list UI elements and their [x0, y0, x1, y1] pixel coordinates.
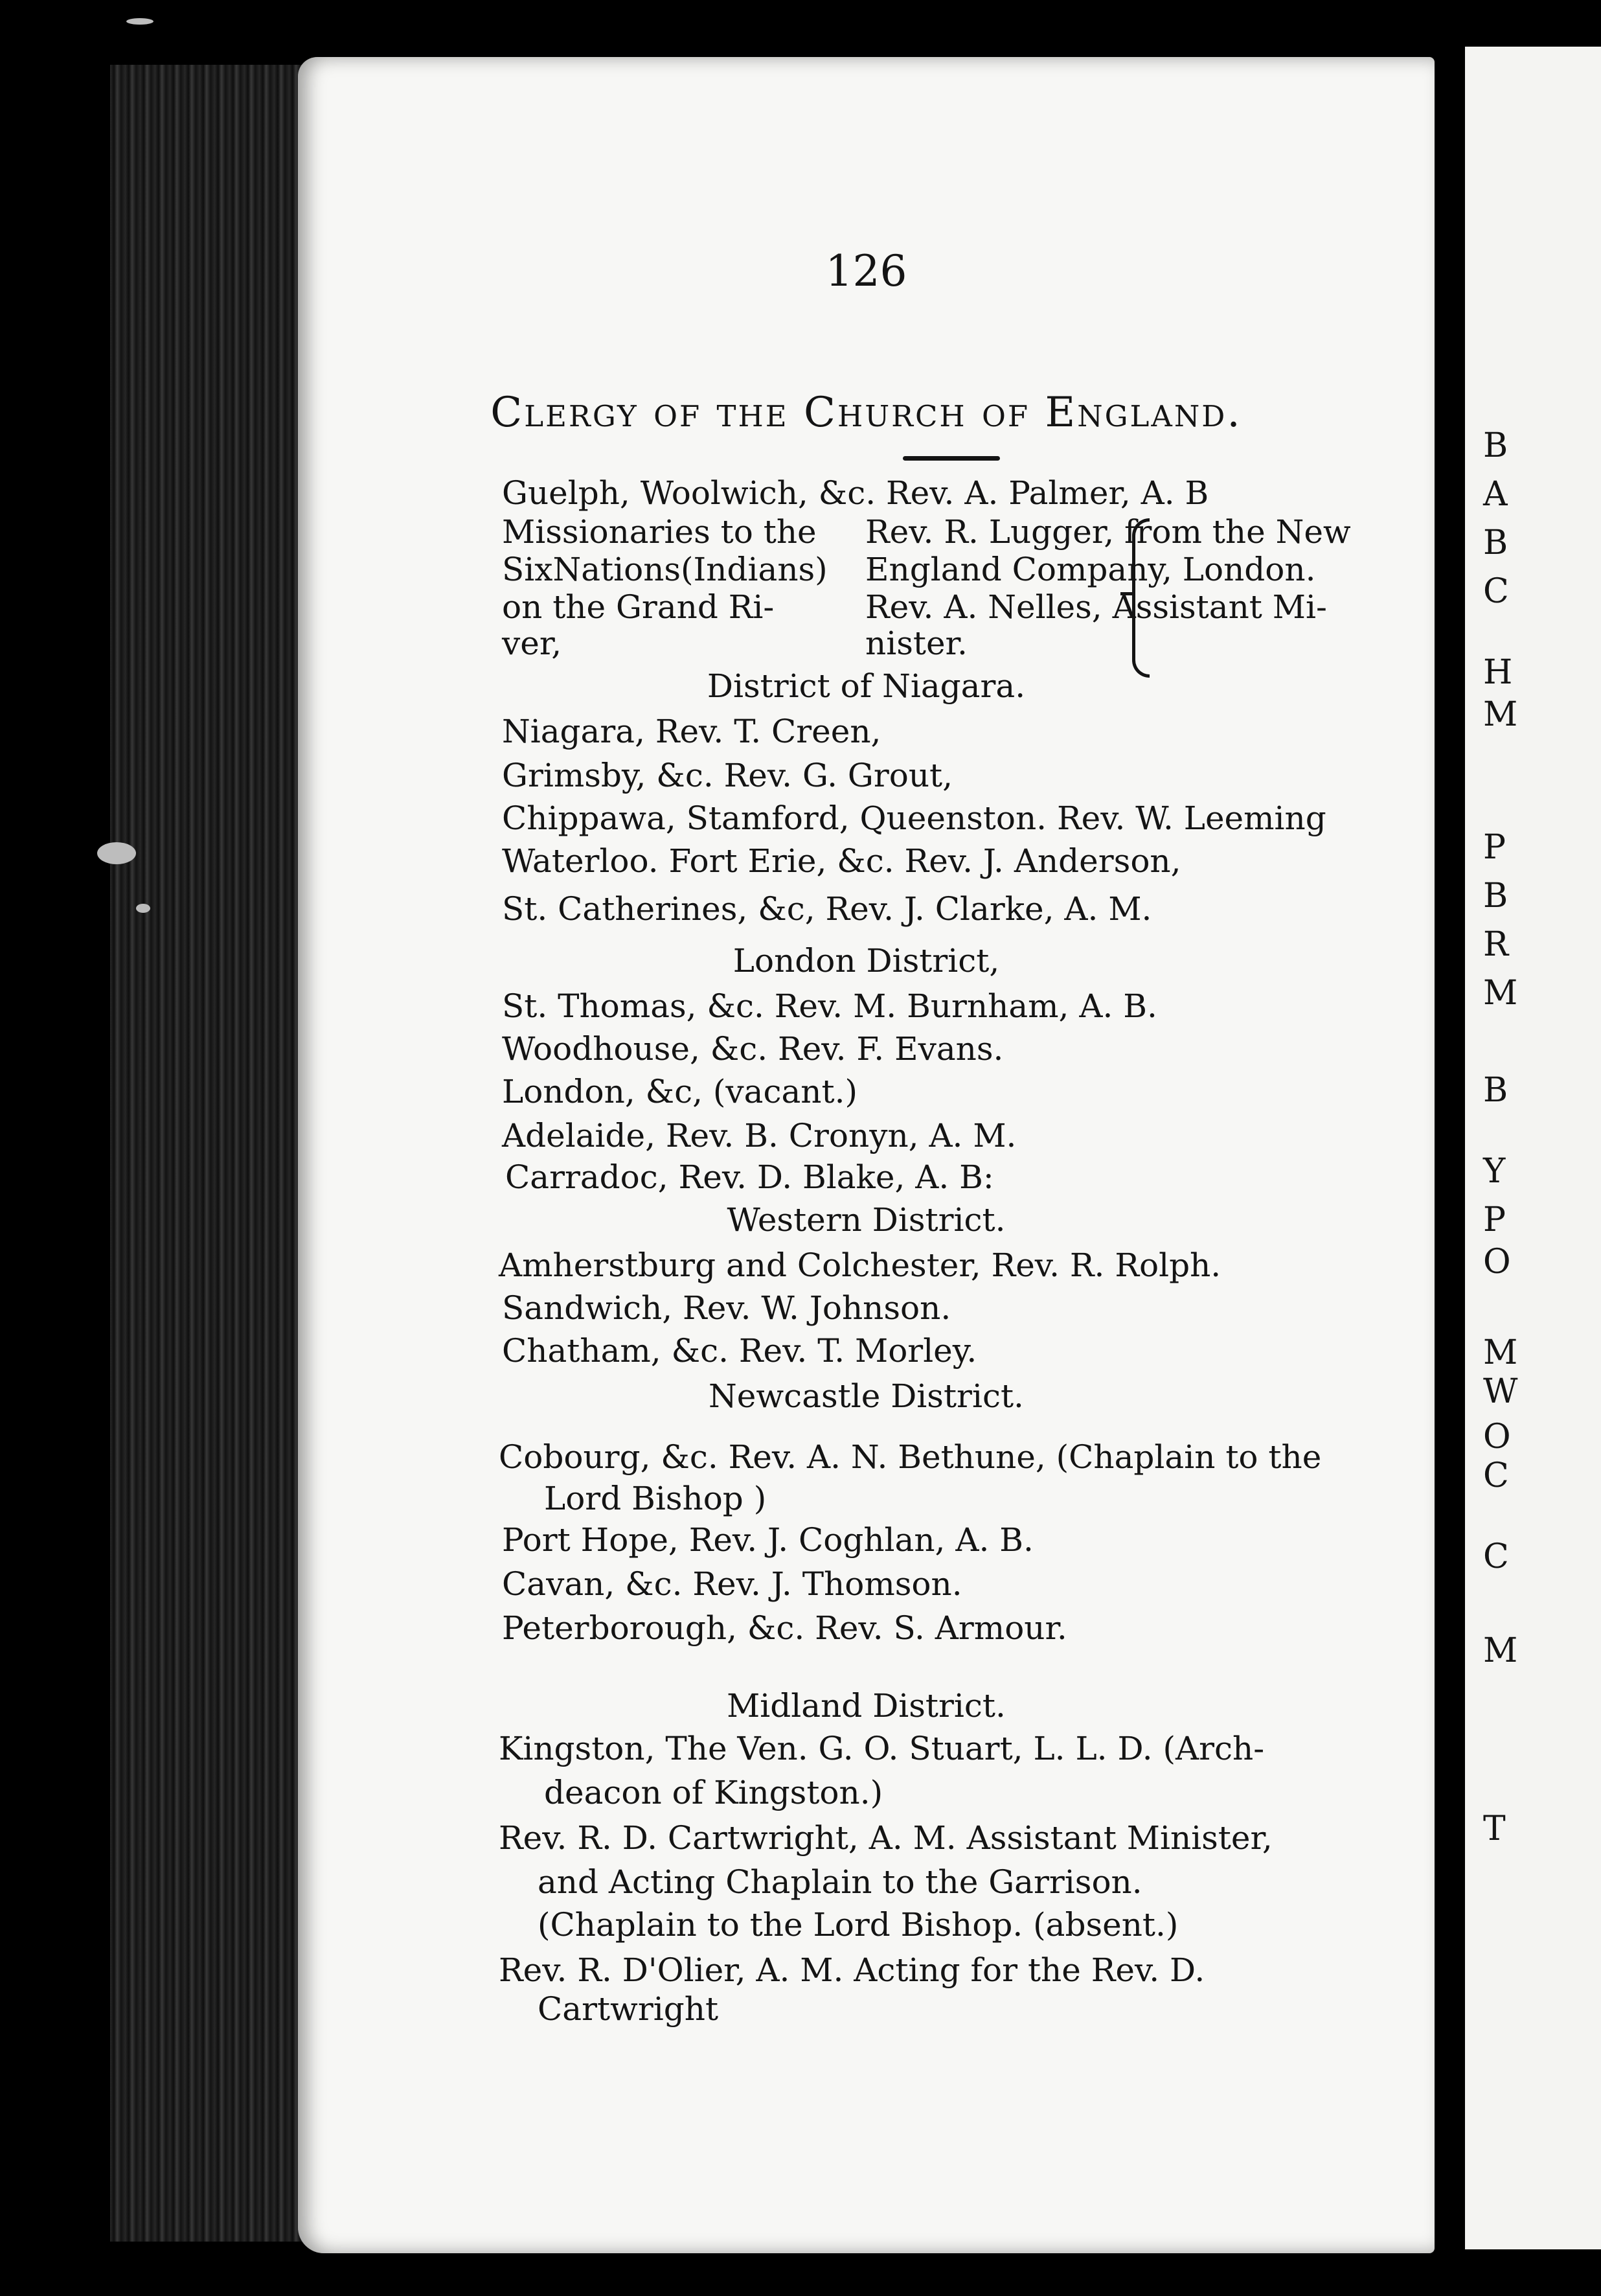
entry-line: nister. [865, 625, 968, 662]
facing-page-letter: R [1483, 925, 1509, 964]
entry-line: Cartwright [538, 1990, 719, 2028]
facing-page-letter: B [1483, 1071, 1508, 1110]
facing-page-letter: M [1483, 974, 1518, 1013]
entry-line: St. Thomas, &c. Rev. M. Burnham, A. B. [502, 987, 1157, 1025]
facing-page-letter: M [1483, 695, 1518, 734]
paper-speck [136, 904, 150, 913]
entry-line: London, &c, (vacant.) [502, 1073, 857, 1110]
district-heading: District of Niagara. [707, 667, 1026, 705]
book-page [298, 57, 1435, 2253]
entry-line: Port Hope, Rev. J. Coghlan, A. B. [502, 1521, 1034, 1559]
entry-line: Chatham, &c. Rev. T. Morley. [502, 1332, 977, 1370]
entry-line: Waterloo. Fort Erie, &c. Rev. J. Anderson, [502, 842, 1181, 880]
entry-line: Missionaries to the [502, 513, 817, 551]
paper-speck [126, 18, 153, 25]
entry-line: Carradoc, Rev. D. Blake, A. B: [505, 1158, 994, 1196]
entry-line: Rev. R. Lugger, from the New [865, 513, 1351, 551]
entry-line: and Acting Chaplain to the Garrison. [538, 1863, 1142, 1901]
entry-line: Grimsby, &c. Rev. G. Grout, [502, 757, 953, 794]
entry-line: Chippawa, Stamford, Queenston. Rev. W. Leeming [502, 799, 1326, 837]
facing-page-letter: O [1483, 1243, 1511, 1281]
facing-page-letter: H [1483, 653, 1513, 692]
facing-page-letter: P [1483, 828, 1506, 867]
paper-speck [97, 842, 136, 864]
entry-line: Cavan, &c. Rev. J. Thomson. [502, 1565, 962, 1603]
facing-page-letter: O [1483, 1418, 1511, 1456]
facing-page-letter: B [1483, 523, 1508, 562]
facing-page-letter: C [1483, 1456, 1509, 1495]
facing-page-letter: A [1483, 475, 1508, 514]
facing-page-letter: M [1483, 1631, 1518, 1670]
district-heading: Newcastle District. [709, 1377, 1024, 1415]
page-number: 126 [825, 246, 907, 296]
entry-line: deacon of Kingston.) [544, 1774, 883, 1811]
entry-line: Adelaide, Rev. B. Cronyn, A. M. [502, 1117, 1017, 1154]
entry-line: on the Grand Ri- [502, 588, 775, 626]
entry-line: Guelph, Woolwich, &c. Rev. A. Palmer, A. B [502, 474, 1209, 512]
entry-line: Rev. A. Nelles, Assistant Mi- [865, 588, 1327, 626]
facing-page [1465, 47, 1601, 2249]
heading-rule [903, 456, 1000, 461]
facing-page-letter: C [1483, 1537, 1509, 1576]
facing-page-letter: P [1483, 1200, 1506, 1239]
entry-line: Peterborough, &c. Rev. S. Armour. [502, 1609, 1067, 1647]
entry-line: St. Catherines, &c, Rev. J. Clarke, A. M. [502, 890, 1152, 928]
entry-line: Woodhouse, &c. Rev. F. Evans. [502, 1030, 1004, 1068]
facing-page-letter: B [1483, 426, 1508, 465]
facing-page-letter: C [1483, 572, 1509, 611]
book-spine [110, 65, 304, 2242]
district-heading: Midland District. [727, 1687, 1006, 1725]
district-heading: Western District. [727, 1201, 1006, 1239]
entry-line: Amherstburg and Colchester, Rev. R. Rolph. [499, 1246, 1221, 1284]
entry-line: England Company, London. [865, 551, 1316, 588]
entry-line: SixNations(Indians) [502, 551, 828, 588]
facing-page-letter: Y [1483, 1152, 1506, 1191]
district-heading: London District, [732, 942, 1000, 980]
facing-page-letter: B [1483, 877, 1508, 915]
entry-line: Lord Bishop ) [544, 1480, 767, 1517]
entry-line: Sandwich, Rev. W. Johnson. [502, 1289, 951, 1327]
facing-page-letter: M [1483, 1333, 1518, 1372]
entry-line: (Chaplain to the Lord Bishop. (absent.) [538, 1906, 1179, 1944]
facing-page-letter: W [1483, 1372, 1518, 1411]
entry-line: Cobourg, &c. Rev. A. N. Bethune, (Chaplain to the [499, 1438, 1322, 1476]
entry-line: Rev. R. D. Cartwright, A. M. Assistant Minister, [499, 1819, 1273, 1857]
page-heading: Clergy of the Church of England. [490, 389, 1242, 437]
facing-page-letter: T [1483, 1809, 1506, 1848]
entry-line: Rev. R. D'Olier, A. M. Acting for the Rev. D. [499, 1951, 1205, 1989]
entry-line: Niagara, Rev. T. Creen, [502, 713, 881, 750]
entry-line: ver, [502, 625, 562, 662]
entry-line: Kingston, The Ven. G. O. Stuart, L. L. D. (Arch- [499, 1730, 1265, 1767]
